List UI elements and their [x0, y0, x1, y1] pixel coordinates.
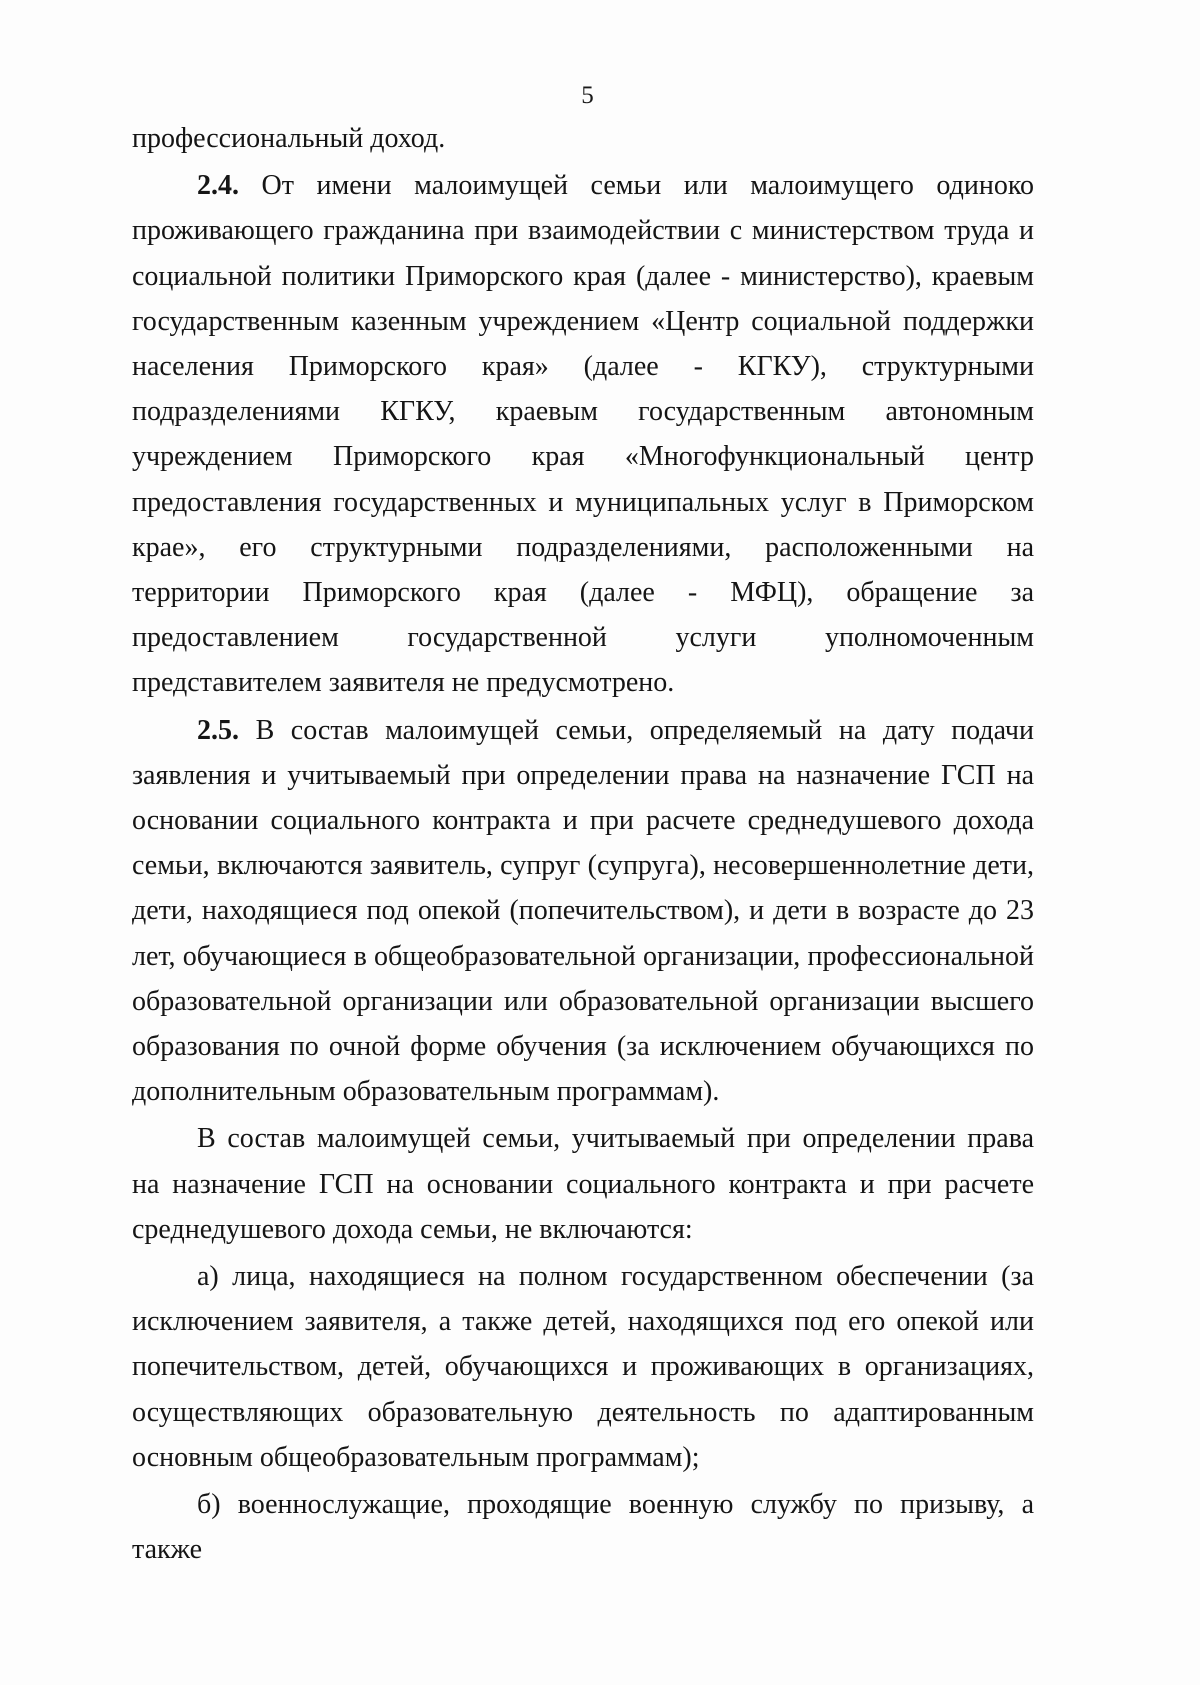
- page-number: 5: [581, 82, 594, 109]
- list-item-a: [132, 1254, 1034, 1480]
- paragraph-2-4: [132, 163, 1034, 705]
- paragraph-text: В состав малоимущей семьи, учитываемый при определении права на назначение ГСП на основании социального контракта и при расчете среднедушевого дохода семьи, не включаются:: [132, 1123, 1034, 1245]
- paragraph-continuation: [132, 116, 1034, 161]
- paragraph-exclusions-intro: [132, 1116, 1034, 1252]
- clause-number: 2.4.: [197, 170, 239, 202]
- clause-number: 2.5.: [197, 714, 239, 746]
- document-body: [132, 116, 1034, 1573]
- paragraph-text: В состав малоимущей семьи, определяемый на дату подачи заявления и учитываемый при определении права на назначение ГСП на основании социального контракта и при расчете среднедушевого дохода семьи, включаются заявитель, супруг (супруга), несовершеннолетние дети, дети, находящиеся под опекой (попечительством), и дети в возрасте до 23 лет, обучающиеся в общеобразовательной организации, профессиональной образовательной организации или образовательной организации высшего образования по очной форме обучения (за исключением обучающихся по дополнительным образовательным программам).: [132, 714, 1034, 1108]
- paragraph-text: От имени малоимущей семьи или малоимущего одиноко проживающего гражданина при взаимодействии с министерством труда и социальной политики Приморского края (далее - министерство), краевым государственным казенным учреждением «Центр социальной поддержки населения Приморского края» (далее - КГКУ), структурными подразделениями КГКУ, краевым государственным автономным учреждением Приморского края «Многофункциональный центр предоставления государственных и муниципальных услуг в Приморском крае», его структурными подразделениями, расположенными на территории Приморского края (далее - МФЦ), обращение за предоставлением государственной услуги уполномоченным представителем заявителя не предусмотрено.: [132, 170, 1035, 699]
- list-item-b: [132, 1482, 1034, 1572]
- paragraph-text: б) военнослужащие, проходящие военную службу по призыву, а также: [132, 1489, 1034, 1566]
- paragraph-text: профессиональный доход.: [132, 123, 446, 154]
- paragraph-text: а) лица, находящиеся на полном государственном обеспечении (за исключением заявителя, а также детей, находящихся под его опекой или попечительством, детей, обучающихся и проживающих в организациях, осуществляющих образовательную деятельность по адаптированным основным общеобразовательным программам);: [132, 1261, 1034, 1473]
- paragraph-2-5: [132, 708, 1034, 1115]
